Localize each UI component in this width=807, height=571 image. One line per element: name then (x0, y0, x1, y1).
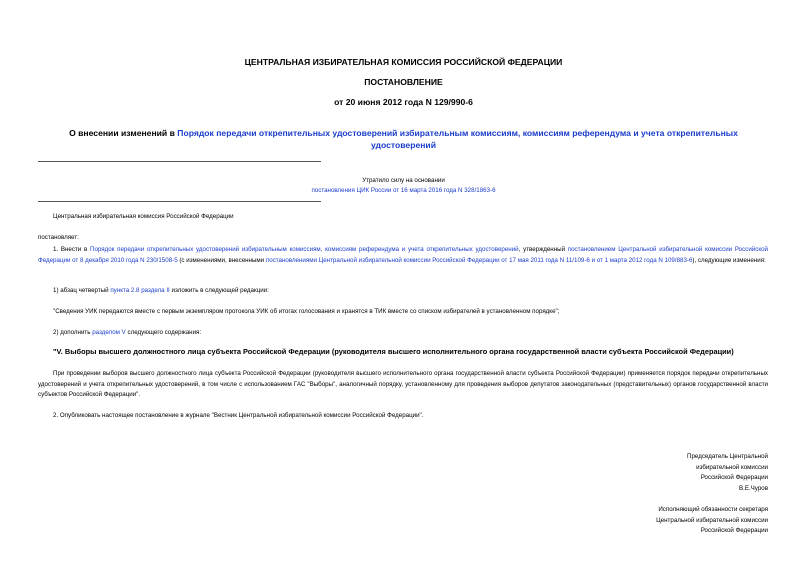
item1-link-resolution[interactable]: постановлением Центральной избирательной комиссии Российской Федерации от 8 декабря 2010 года N 230/1508-5 (38, 246, 768, 264)
chair-line: Российской Федерации (700, 474, 768, 481)
decides-text: постановляет: (38, 234, 79, 241)
item1-text-c: (с изменениями, внесенными (177, 256, 266, 264)
item1-link-procedure[interactable]: Порядок передачи открепительных удостоверений избирательным комиссиям, комиссиям референдума и учета открепительных удостоверений (90, 246, 519, 253)
secretary-line: Российской Федерации (700, 527, 768, 534)
divider-bottom (38, 201, 321, 202)
item1-text-a: 1. Внести в (53, 246, 90, 253)
sub1-text-b: изложить в следующей редакции: (169, 287, 269, 294)
sub1-text-a: 1) абзац четвертый (53, 287, 111, 294)
status-note-line1: Утратило силу на основании (362, 177, 445, 184)
item-1 (38, 245, 768, 266)
item1-text-d: ), следующие изменения: (692, 256, 766, 264)
section-v-heading: "V. Выборы высшего должностного лица субъекта Российской Федерации (руководителя высшего исполнительного органа государственной власти субъекта Российской Федерации) (53, 347, 734, 356)
document-title (40, 127, 767, 151)
chair-line: Председатель Центральной (687, 453, 768, 460)
title-prefix: О внесении изменений в (69, 128, 178, 138)
secretary-line: Центральной избирательной комиссии (656, 516, 768, 524)
chair-line: избирательной комиссии (696, 463, 768, 471)
title-link[interactable]: Порядок передачи открепительных удостоверений избирательным комиссиям, комиссиям референдума и учета открепительных удостоверений (177, 128, 738, 150)
secretary-line: Исполняющий обязанности секретаря (658, 506, 768, 513)
subitem-1 (53, 286, 269, 297)
item1-text-b: , утвержденный (518, 246, 568, 253)
date-number-heading: от 20 июня 2012 года N 129/990-6 (334, 97, 473, 107)
sub2-text-b: следующего содержания: (125, 329, 202, 336)
preamble: Центральная избирательная комиссия Российской Федерации (53, 213, 234, 220)
sub2-text-a: 2) дополнить (53, 329, 93, 336)
chair-name: В.Е.Чуров (738, 484, 768, 492)
secretary-signature (656, 505, 768, 537)
subitem-2 (53, 328, 201, 339)
org-heading: ЦЕНТРАЛЬНАЯ ИЗБИРАТЕЛЬНАЯ КОМИССИЯ РОССИЙСКОЙ ФЕДЕРАЦИИ (244, 57, 563, 67)
sub2-link[interactable]: разделом V (92, 329, 126, 336)
doc-type-heading: ПОСТАНОВЛЕНИЕ (364, 77, 443, 87)
section-v-text: При проведении выборов высшего должностного лица субъекта Российской Федерации (руководителя высшего исполнительного органа государственной власти субъекта Российской Федерации) применяется порядок передачи открепительных удостоверений и учета открепительных удостоверений, в том числе с использованием ГАС "Выборы", аналогичный порядку, установленному для проведения выборов депутатов законодательных (представительных) органов государственной власти субъектов Российской Федерации". (38, 370, 768, 398)
item-2: 2. Опубликовать настоящее постановление в журнале "Вестник Центральной избирательной комиссии Российской Федерации". (53, 412, 424, 419)
divider-top (38, 161, 321, 162)
chair-signature (687, 452, 768, 494)
sub1-link[interactable]: пункта 2.8 раздела II (110, 287, 170, 294)
quote-paragraph: "Сведения УИК передаются вместе с первым экземпляром протокола УИК об итогах голосования и хранятся в ТИК вместе со списком избирателей в установленном порядке"; (53, 308, 560, 315)
item1-link-amendments[interactable]: постановлениями Центральной избирательной комиссии Российской Федерации от 17 мая 2011 года N 11/109-6 и от 1 марта 2012 года N 109/883-6 (265, 256, 693, 264)
status-note-link[interactable]: постановления ЦИК России от 16 марта 2016 года N 328/1863-6 (311, 187, 496, 194)
